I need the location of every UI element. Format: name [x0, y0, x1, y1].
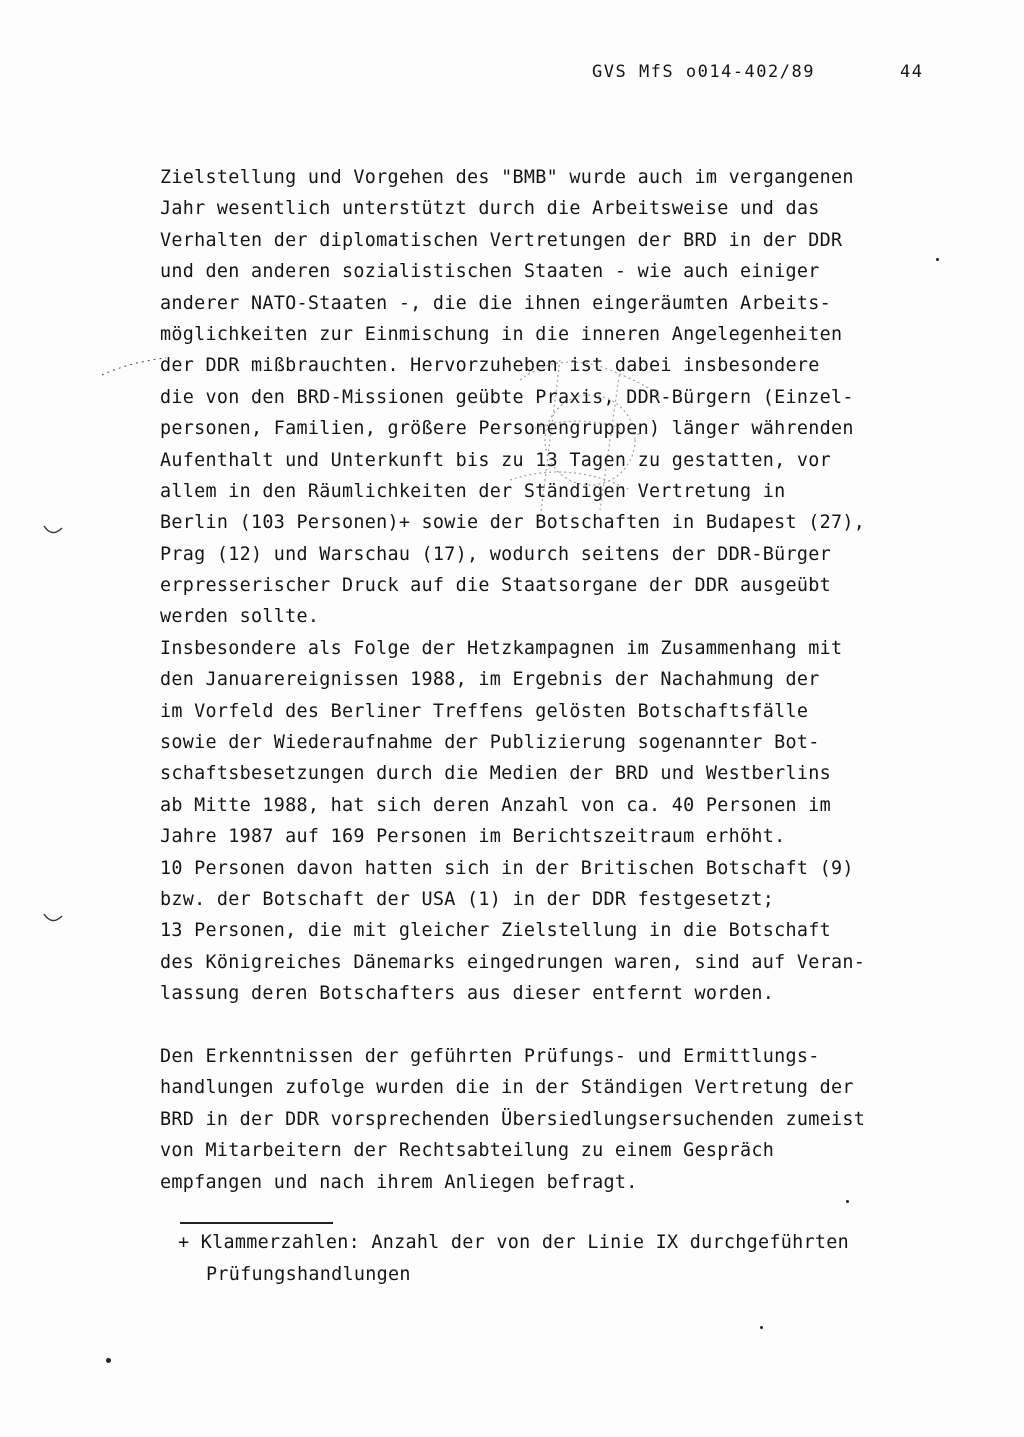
text-line: 13 Personen, die mit gleicher Zielstellung in die Botschaft	[160, 920, 831, 942]
page-number: 44	[900, 62, 924, 82]
footnote	[178, 1227, 849, 1291]
text-line: der DDR mißbrauchten. Hervorzuheben ist dabei insbesondere	[160, 355, 820, 377]
scan-speck	[846, 1200, 849, 1203]
text-line: werden sollte.	[160, 606, 320, 628]
text-line: von Mitarbeitern der Rechtsabteilung zu einem Gespräch	[160, 1140, 775, 1162]
text-line: sowie der Wiederaufnahme der Publizierung sogenannter Bot-	[160, 732, 820, 754]
text-line: Den Erkenntnissen der geführten Prüfungs- und Ermittlungs-	[160, 1045, 820, 1067]
text-line: den Januarereignissen 1988, im Ergebnis der Nachahmung der	[160, 669, 820, 691]
text-line: Prag (12) und Warschau (17), wodurch seitens der DDR-Bürger	[160, 543, 831, 565]
text-line: allem in den Räumlichkeiten der Ständigen Vertretung in	[160, 480, 786, 502]
text-line: handlungen zufolge wurden die in der Ständigen Vertretung der	[160, 1077, 854, 1099]
text-line: Jahre 1987 auf 169 Personen im Berichtszeitraum erhöht.	[160, 826, 786, 848]
scan-speck	[106, 1358, 111, 1363]
text-line: Zielstellung und Vorgehen des "BMB" wurde auch im vergangenen	[160, 167, 854, 188]
text-line: lassung deren Botschafters aus dieser entfernt worden.	[160, 983, 775, 1005]
text-line: im Vorfeld des Berliner Treffens gelösten Botschaftsfälle	[160, 700, 809, 722]
text-line: Jahr wesentlich unterstützt durch die Arbeitsweise und das	[160, 198, 820, 220]
text-line: ab Mitte 1988, hat sich deren Anzahl von ca. 40 Personen im	[160, 794, 831, 816]
scan-speck	[760, 1326, 763, 1329]
text-line: Verhalten der diplomatischen Vertretungen der BRD in der DDR	[160, 229, 843, 251]
footnote-line: + Klammerzahlen: Anzahl der von der Linie IX durchgeführten	[178, 1232, 849, 1253]
text-line: anderer NATO-Staaten -, die die ihnen eingeräumten Arbeits-	[160, 292, 831, 314]
text-line: des Königreiches Dänemarks eingedrungen waren, sind auf Veran-	[160, 951, 866, 973]
text-line: 10 Personen davon hatten sich in der Britischen Botschaft (9)	[160, 857, 854, 879]
margin-tick-mark	[42, 912, 64, 924]
body-text	[160, 162, 960, 1198]
document-reference: GVS MfS o014-402/89	[592, 62, 815, 82]
text-line: BRD in der DDR vorsprechenden Übersiedlungsersuchenden zumeist	[160, 1108, 866, 1130]
text-line: und den anderen sozialistischen Staaten - wie auch einiger	[160, 261, 820, 283]
text-line: Insbesondere als Folge der Hetzkampagnen im Zusammenhang mit	[160, 637, 843, 659]
paragraph-gap	[160, 1010, 960, 1041]
text-line: Berlin (103 Personen)+ sowie der Botschaften in Budapest (27),	[160, 512, 866, 534]
text-line: personen, Familien, größere Personengruppen) länger währenden	[160, 418, 854, 440]
text-line: empfangen und nach ihrem Anliegen befragt.	[160, 1171, 638, 1193]
text-line: schaftsbesetzungen durch die Medien der BRD und Westberlins	[160, 763, 831, 785]
text-line: bzw. der Botschaft der USA (1) in der DDR festgesetzt;	[160, 888, 775, 910]
footnote-line: Prüfungshandlungen	[206, 1264, 411, 1285]
text-line: möglichkeiten zur Einmischung in die inneren Angelegenheiten	[160, 323, 843, 345]
scan-speck	[936, 258, 939, 261]
text-line: erpresserischer Druck auf die Staatsorgane der DDR ausgeübt	[160, 575, 831, 597]
text-line: Aufenthalt und Unterkunft bis zu 13 Tagen zu gestatten, vor	[160, 449, 831, 471]
footnote-divider	[180, 1222, 333, 1224]
margin-tick-mark	[42, 524, 64, 536]
text-line: die von den BRD-Missionen geübte Praxis, DDR-Bürgern (Einzel-	[160, 386, 854, 408]
